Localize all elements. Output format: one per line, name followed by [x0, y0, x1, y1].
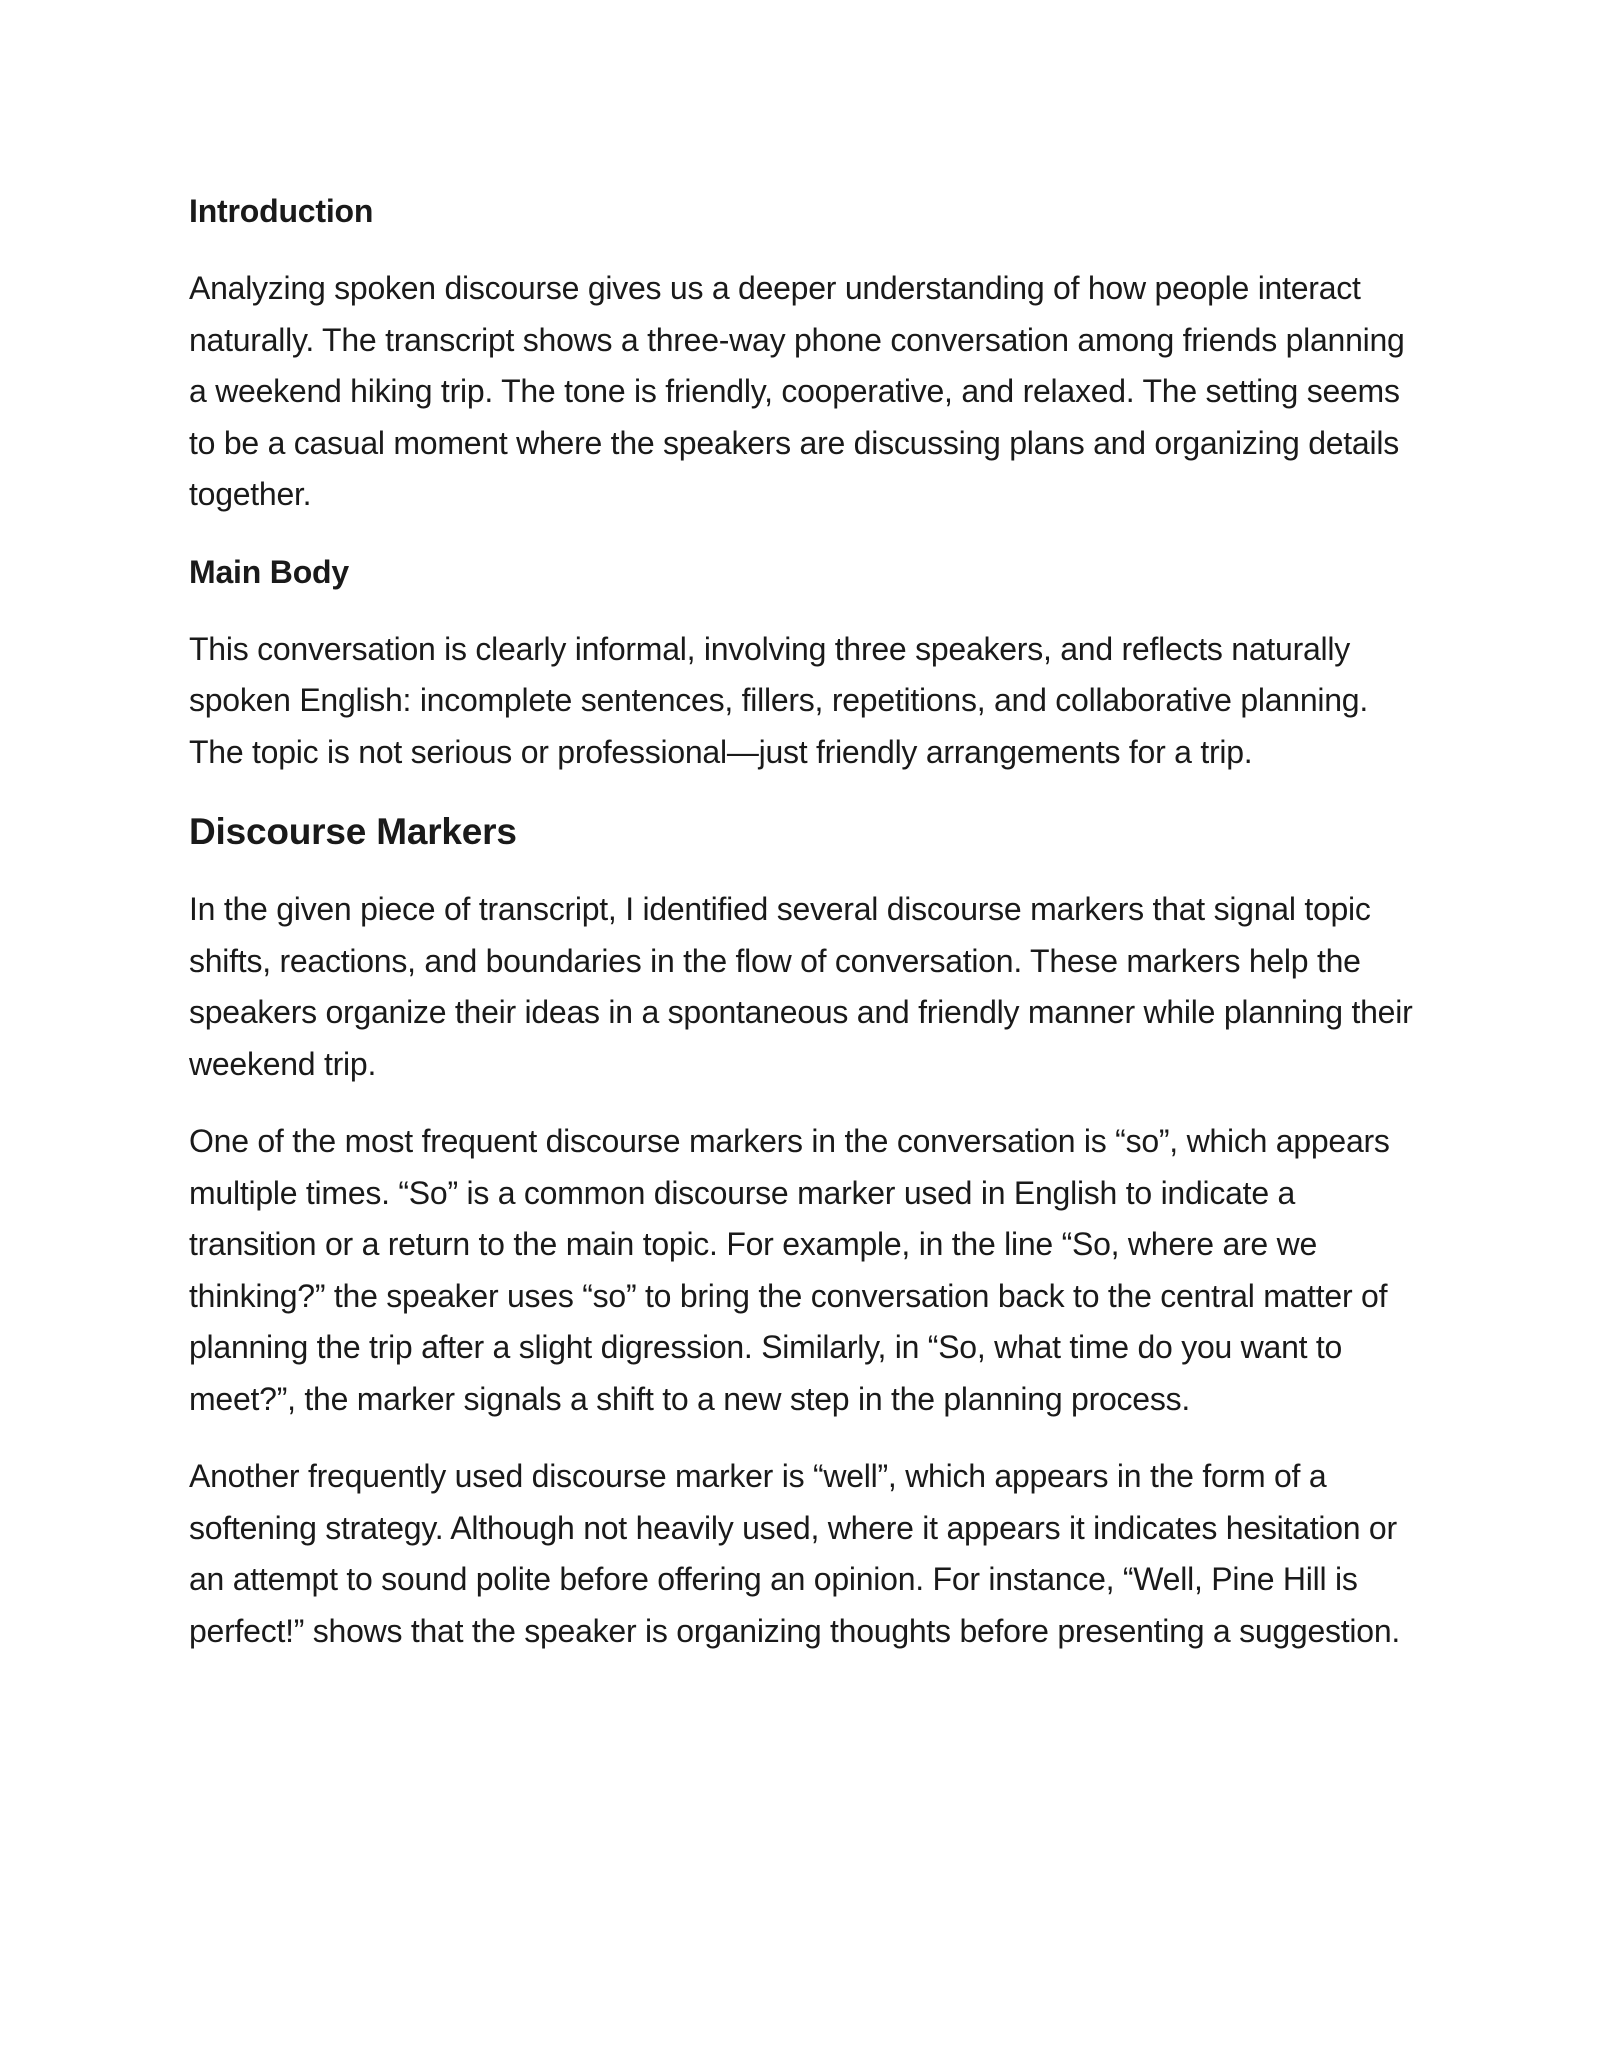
discourse-markers-paragraph: One of the most frequent discourse markers in the conversation is “so”, which appears multiple times. “So” is a common discourse marker used in English to indicate a transition or a return to the main topic. For example, in the line “So, where are we thinking?” the speaker uses “so” to bring the conversation back to the central matter of planning the trip after a slight digression. Similarly, in “So, what time do you want to meet?”, the marker signals a shift to a new step in the planning process. [189, 1123, 1390, 1417]
main-body-heading: Main Body [189, 553, 349, 590]
discourse-markers-paragraph: Another frequently used discourse marker is “well”, which appears in the form of a softening strategy. Although not heavily used, where it appears it indicates hesitation or an attempt to sound polite before offering an opinion. For instance, “Well, Pine Hill is perfect!” shows that the speaker is organizing thoughts before presenting a suggestion. [189, 1458, 1400, 1649]
introduction-heading: Introduction [189, 193, 374, 229]
introduction-paragraph: Analyzing spoken discourse gives us a deeper understanding of how people interact naturally. The transcript shows a three-way phone conversation among friends planning a weekend hiking trip. The tone is friendly, cooperative, and relaxed. The setting seems to be a casual moment where the speakers are discussing plans and organizing details together. [189, 270, 1405, 512]
discourse-markers-paragraph: In the given piece of transcript, I identified several discourse markers that signal topic shifts, reactions, and boundaries in the flow of conversation. These markers help the speakers organize their ideas in a spontaneous and friendly manner while planning their weekend trip. [189, 891, 1413, 1082]
discourse-markers-heading: Discourse Markers [189, 811, 517, 852]
document-body [189, 186, 1414, 1683]
main-body-paragraph: This conversation is clearly informal, involving three speakers, and reflects naturally spoken English: incomplete sentences, fillers, repetitions, and collaborative planning. The topic is not serious or professional—just friendly arrangements for a trip. [189, 630, 1368, 770]
